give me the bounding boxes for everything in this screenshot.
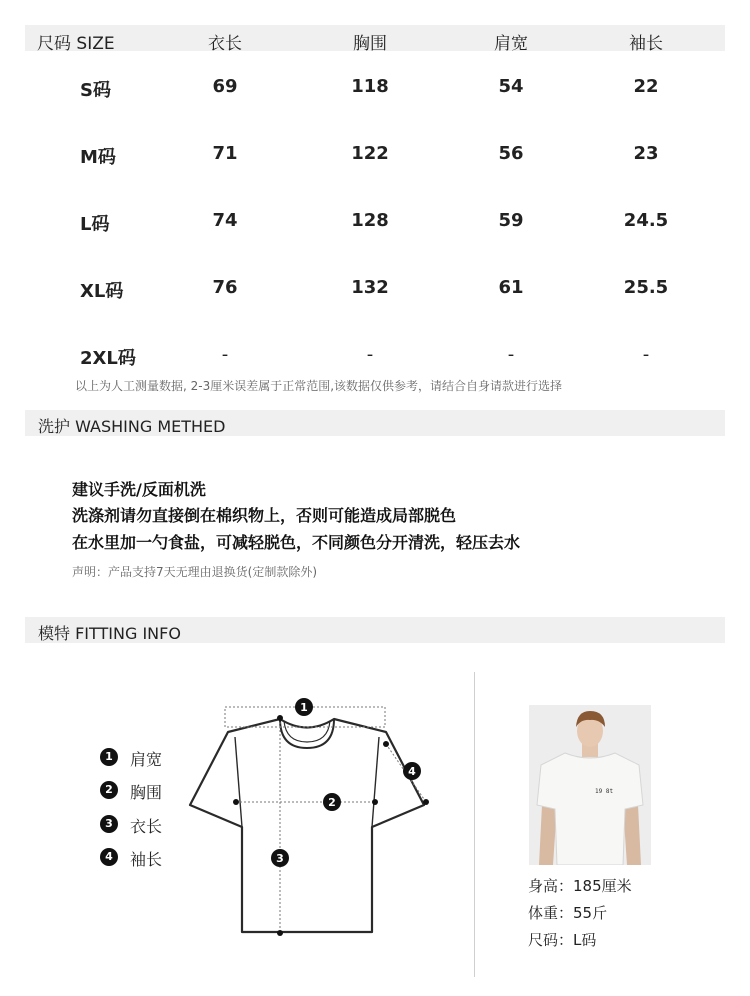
- table-row: [0, 76, 750, 106]
- number-badge: 2: [100, 781, 118, 799]
- size-label: XL码: [80, 281, 124, 302]
- washing-line: 在水里加一勺食盐，可减轻脱色，不同颜色分开清洗，轻压去水: [72, 533, 521, 552]
- model-height: 身高：185厘米: [528, 877, 632, 895]
- chest-value: 118: [351, 76, 389, 97]
- table-row: [0, 143, 750, 173]
- number-badge: 1: [100, 748, 118, 766]
- return-disclaimer: 声明：产品支持7天无理由退换货(定制款除外): [72, 565, 317, 579]
- sleeve-value: -: [642, 344, 650, 365]
- tshirt-measurement-diagram: [180, 692, 440, 982]
- number-badge: 4: [100, 848, 118, 866]
- legend-label: 肩宽: [130, 750, 163, 769]
- washing-line: 建议手洗/反面机洗: [72, 480, 206, 499]
- svg-text:4: 4: [408, 765, 416, 778]
- washing-header-bar: [25, 410, 725, 436]
- washing-section-title: 洗护 WASHING METHED: [38, 417, 226, 436]
- fitting-section-title: 模特 FITTING INFO: [38, 624, 181, 643]
- length-value: 71: [212, 143, 238, 164]
- legend-label: 衣长: [130, 817, 163, 836]
- column-header-sleeve: 袖长: [629, 34, 663, 54]
- column-header-chest: 胸围: [353, 34, 387, 54]
- chest-value: 122: [351, 143, 389, 164]
- svg-text:2: 2: [328, 796, 336, 809]
- chest-value: -: [366, 344, 374, 365]
- marker-shoulder: [295, 698, 313, 716]
- size-note: 以上为人工测量数据, 2-3厘米误差属于正常范围,该数据仅供参考，请结合自身请款进行选择: [75, 379, 563, 393]
- size-label: S码: [80, 80, 111, 101]
- model-figure-icon: [529, 705, 651, 865]
- chest-value: 128: [351, 210, 389, 231]
- number-badge: 3: [100, 815, 118, 833]
- marker-chest: [323, 793, 341, 811]
- model-photo: [529, 705, 651, 865]
- size-label: L码: [80, 214, 110, 235]
- section-divider: [474, 672, 475, 977]
- shoulder-value: 54: [498, 76, 524, 97]
- marker-length: [271, 849, 289, 867]
- size-label: 2XL码: [80, 348, 136, 369]
- table-row: [0, 210, 750, 240]
- column-header-length: 衣长: [208, 34, 242, 54]
- shoulder-value: 61: [498, 277, 524, 298]
- washing-line: 洗涤剂请勿直接倒在棉织物上，否则可能造成局部脱色: [72, 506, 457, 525]
- length-value: 69: [212, 76, 238, 97]
- shoulder-value: -: [507, 344, 515, 365]
- sleeve-value: 25.5: [623, 277, 669, 298]
- legend-label: 袖长: [130, 850, 163, 869]
- column-header-shoulder: 肩宽: [494, 34, 528, 54]
- table-row: [0, 277, 750, 307]
- size-header-bar: [25, 25, 725, 54]
- marker-sleeve: [403, 762, 421, 780]
- svg-text:1: 1: [300, 701, 308, 714]
- size-section-title: 尺码 SIZE: [37, 34, 115, 54]
- sleeve-value: 22: [633, 76, 659, 97]
- model-size: 尺码：L码: [528, 931, 597, 949]
- legend-label: 胸围: [130, 783, 163, 802]
- sleeve-value: 23: [633, 143, 659, 164]
- length-value: 74: [212, 210, 238, 231]
- shoulder-value: 59: [498, 210, 524, 231]
- svg-text:3: 3: [276, 852, 284, 865]
- model-weight: 体重：55斤: [528, 904, 608, 922]
- size-label: M码: [80, 147, 116, 168]
- fitting-header-bar: [25, 617, 725, 643]
- sleeve-value: 24.5: [623, 210, 669, 231]
- length-value: -: [221, 344, 229, 365]
- svg-text:19 8t: 19 8t: [595, 788, 614, 795]
- table-row: [0, 344, 750, 374]
- length-value: 76: [212, 277, 238, 298]
- shoulder-value: 56: [498, 143, 524, 164]
- chest-value: 132: [351, 277, 389, 298]
- tshirt-outline-icon: [190, 719, 424, 932]
